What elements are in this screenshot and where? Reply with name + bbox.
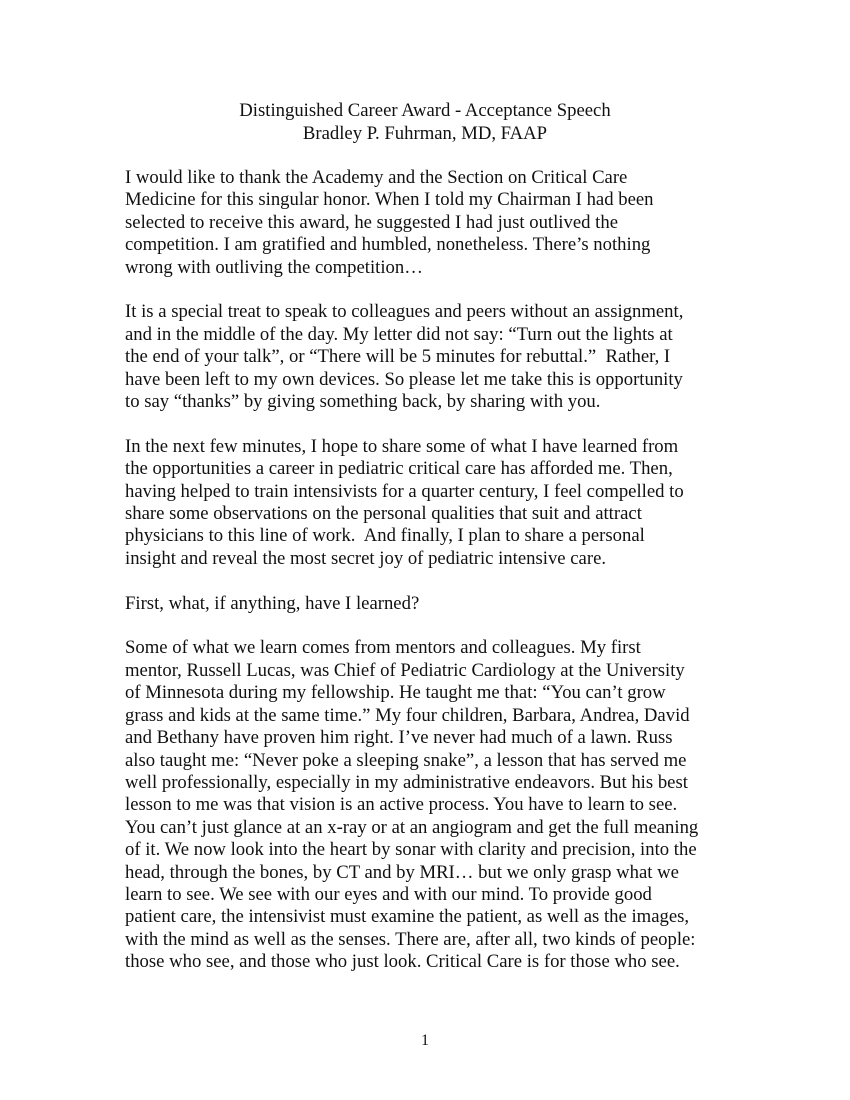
text-line: competition. I am gratified and humbled, nonetheless. There’s nothing [125, 234, 651, 256]
text-line: and Bethany have proven him right. I’ve never had much of a lawn. Russ [125, 727, 673, 749]
text-line: You can’t just glance at an x-ray or at an angiogram and get the full meaning [125, 816, 699, 838]
paragraph-1 [125, 167, 765, 279]
text-line: well professionally, especially in my administrative endeavors. But his best [125, 771, 688, 793]
page-number: 1 [421, 1032, 429, 1049]
text-line: grass and kids at the same time.” My four children, Barbara, Andrea, David [125, 704, 690, 726]
text-line: those who see, and those who just look. Critical Care is for those who see. [125, 951, 680, 973]
text-line: with the mind as well as the senses. There are, after all, two kinds of people: [125, 928, 696, 950]
text-line: mentor, Russell Lucas, was Chief of Pediatric Cardiology at the University [125, 659, 685, 681]
text-line: to say “thanks” by giving something back, by sharing with you. [125, 391, 601, 413]
text-line: First, what, if anything, have I learned? [125, 592, 420, 614]
text-line: head, through the bones, by CT and by MRI… but we only grasp what we [125, 861, 679, 883]
text-line: selected to receive this award, he suggested I had just outlived the [125, 211, 618, 233]
text-line: In the next few minutes, I hope to share some of what I have learned from [125, 435, 679, 457]
text-line: also taught me: “Never poke a sleeping snake”, a lesson that has served me [125, 749, 687, 771]
paragraph-2 [125, 301, 765, 413]
document-title: Distinguished Career Award - Acceptance Speech [239, 100, 611, 121]
document-author: Bradley P. Fuhrman, MD, FAAP [302, 122, 548, 144]
text-line: learn to see. We see with our eyes and with our mind. To provide good [125, 883, 652, 905]
text-line: the end of your talk”, or “There will be 5 minutes for rebuttal.” Rather, I [125, 346, 671, 368]
text-line: It is a special treat to speak to colleagues and peers without an assignment, [125, 301, 684, 323]
text-line: patient care, the intensivist must examine the patient, as well as the images, [125, 906, 690, 928]
paragraph-3 [125, 436, 765, 570]
text-line: share some observations on the personal qualities that suit and attract [125, 503, 642, 525]
body-text [125, 167, 765, 996]
title-block [0, 100, 850, 145]
text-line: and in the middle of the day. My letter did not say: “Turn out the lights at [125, 323, 673, 345]
text-line: having helped to train intensivists for a quarter century, I feel compelled to [125, 480, 684, 502]
text-line: physicians to this line of work. And finally, I plan to share a personal [125, 525, 645, 547]
paragraph-5 [125, 637, 765, 973]
text-line: of it. We now look into the heart by sonar with clarity and precision, into the [125, 839, 697, 861]
text-line: have been left to my own devices. So please let me take this is opportunity [125, 368, 683, 390]
text-line: the opportunities a career in pediatric critical care has afforded me. Then, [125, 458, 673, 480]
text-line: wrong with outliving the competition… [125, 256, 423, 278]
text-line: insight and reveal the most secret joy of pediatric intensive care. [125, 547, 607, 569]
text-line: Some of what we learn comes from mentors and colleagues. My first [125, 637, 641, 659]
text-line: of Minnesota during my fellowship. He taught me that: “You can’t grow [125, 682, 666, 704]
text-line: Medicine for this singular honor. When I told my Chairman I had been [125, 189, 654, 211]
paragraph-4 [125, 593, 765, 615]
text-line: I would like to thank the Academy and the Section on Critical Care [125, 167, 628, 188]
text-line: lesson to me was that vision is an active process. You have to learn to see. [125, 794, 678, 816]
